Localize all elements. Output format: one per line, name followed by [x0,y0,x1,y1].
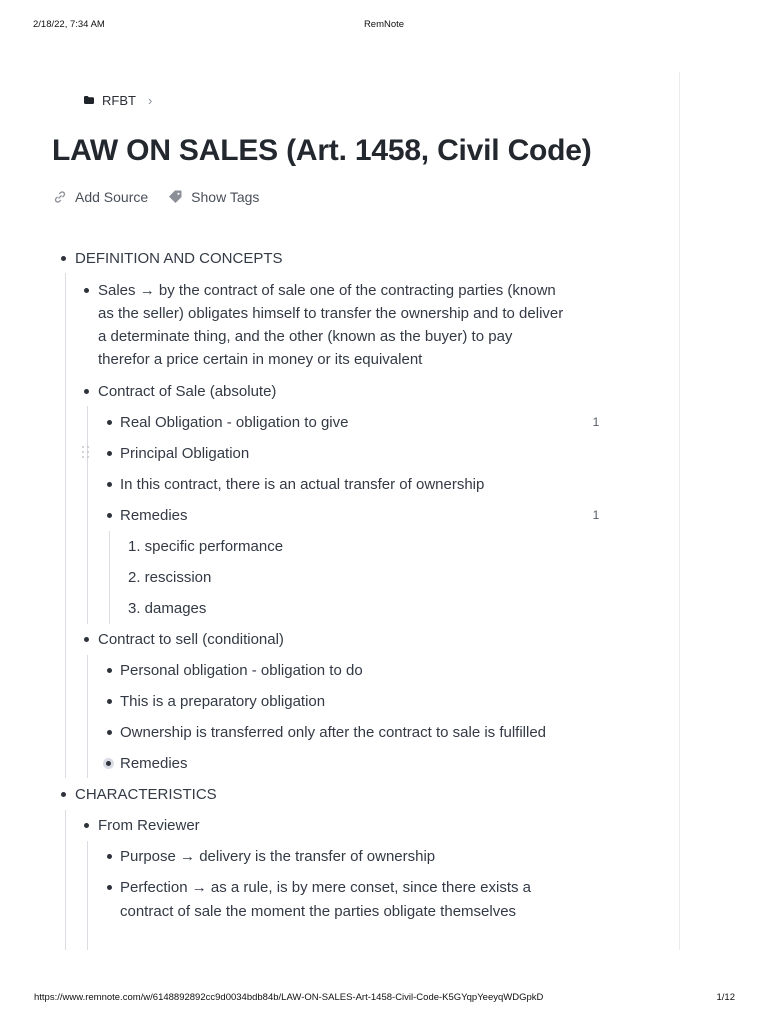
outline-item-text[interactable]: therefor a price certain in money or its equivalent [98,351,423,368]
page-title[interactable]: LAW ON SALES (Art. 1458, Civil Code) [52,134,592,167]
add-source-label: Add Source [75,189,149,205]
numbered-list-item[interactable]: 1. specific performance [128,538,284,555]
outline-item-text[interactable]: Contract to sell (conditional) [98,631,284,648]
bullet-icon [61,256,66,261]
outline-item-text[interactable]: Sales → by the contract of sale one of the contracting parties (known [98,282,556,299]
outline-item-text[interactable]: Remedies [120,507,188,524]
chevron-right-icon: › [147,92,153,108]
outline-item-text[interactable]: Purpose → delivery is the transfer of ownership [120,848,436,865]
outline-item-text[interactable]: This is a preparatory obligation [120,693,326,710]
drag-handle-icon[interactable] [82,446,90,460]
print-app-name: RemNote [363,19,405,30]
outline-item-text[interactable]: a determinate thing, and the other (known as the buyer) to pay [98,328,513,345]
indent-guide [87,841,88,950]
print-header [0,19,768,33]
outline-item-text[interactable]: In this contract, there is an actual transfer of ownership [120,476,485,493]
document-toolbar [53,189,279,205]
bullet-icon [107,420,112,425]
bullet-icon [107,730,112,735]
bullet-icon [84,823,89,828]
outline-item-text[interactable]: Contract of Sale (absolute) [98,383,277,400]
add-source-button[interactable] [53,189,148,205]
bullet-icon [107,668,112,673]
breadcrumb[interactable] [84,90,152,110]
outline-item-text[interactable]: Ownership is transferred only after the contract to sale is fulfilled [120,724,547,741]
page-divider [679,72,680,950]
print-datetime: 2/18/22, 7:34 AM [33,19,105,30]
outline-item-text[interactable]: as the seller) obligates himself to transfer the ownership and to deliver [98,305,564,322]
bullet-icon [107,699,112,704]
outline-item-text[interactable]: Personal obligation - obligation to do [120,662,363,679]
bullet-icon [84,389,89,394]
bullet-icon [107,451,112,456]
indent-guide [87,406,88,624]
indent-guide [65,810,66,950]
bullet-icon [61,792,66,797]
link-icon [53,190,67,204]
numbered-list-item[interactable]: 2. rescission [128,569,212,586]
show-tags-button[interactable] [168,189,259,205]
bullet-icon [84,288,89,293]
outline-item-text[interactable]: Remedies [120,755,188,772]
outline-item-text[interactable]: contract of sale the moment the parties obligate themselves [120,903,517,920]
bullet-icon [107,513,112,518]
indent-guide [109,531,110,624]
print-url: https://www.remnote.com/w/6148892892cc9d0034bdb84b/LAW-ON-SALES-Art-1458-Civil-Code-K5GYqpYeeyqWDGpkD [34,992,544,1003]
bullet-icon [107,885,112,890]
bullet-icon [84,637,89,642]
collapsed-bullet-icon[interactable] [106,761,111,766]
outline-item-text[interactable]: DEFINITION AND CONCEPTS [75,250,283,267]
numbered-list-item[interactable]: 3. damages [128,600,207,617]
outline-item-text[interactable]: Real Obligation - obligation to give [120,414,349,431]
indent-guide [65,273,66,778]
folder-icon [84,96,94,104]
outline-item-text[interactable]: CHARACTERISTICS [75,786,217,803]
outline-item-text[interactable]: Perfection → as a rule, is by mere conset, since there exists a [120,879,532,896]
outline-item-text[interactable]: From Reviewer [98,817,200,834]
reference-count[interactable]: 1 [592,415,600,429]
reference-count[interactable]: 1 [592,508,600,522]
bullet-icon [107,482,112,487]
bullet-icon [107,854,112,859]
outline-item-text[interactable]: Principal Obligation [120,445,250,462]
indent-guide [87,655,88,778]
tag-icon [168,190,183,204]
show-tags-label: Show Tags [191,189,260,205]
print-footer [0,992,768,1006]
breadcrumb-folder-label[interactable]: RFBT [102,92,136,108]
print-page-number: 1/12 [716,992,735,1003]
